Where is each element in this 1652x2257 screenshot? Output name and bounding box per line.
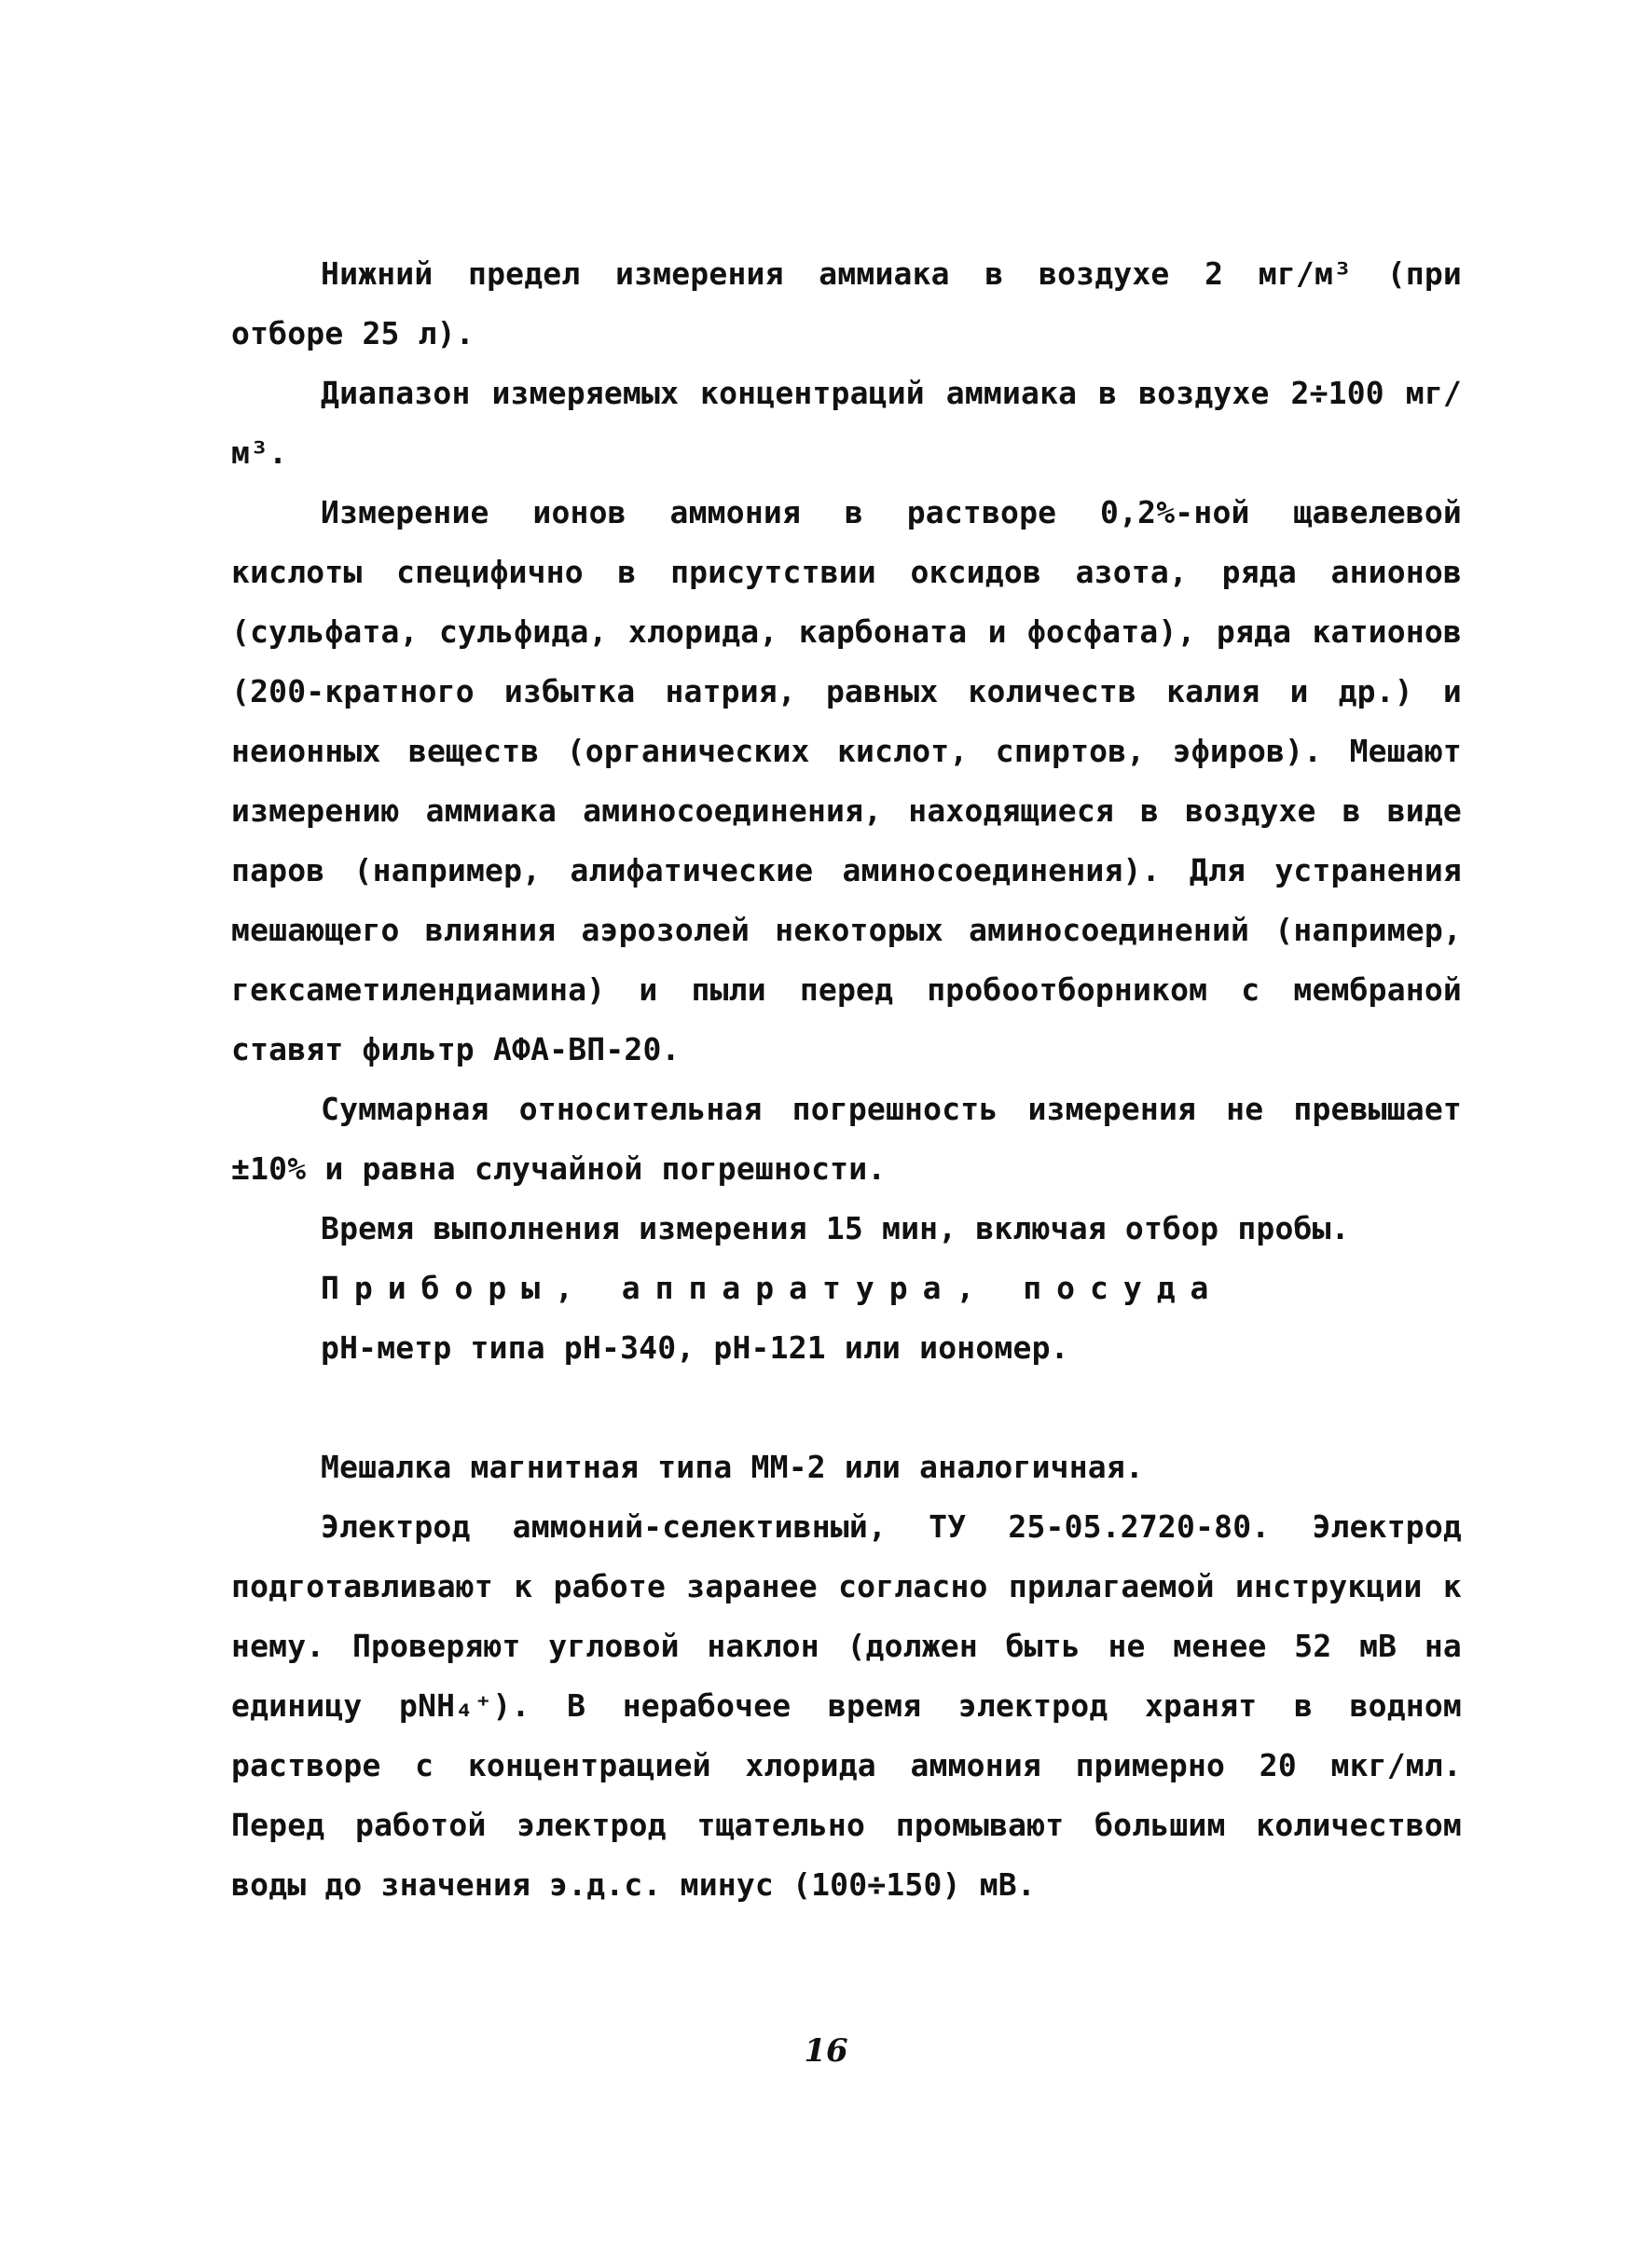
equipment-ph-meter: рН-метр типа рН-340, рН-121 или иономер.: [321, 1329, 1069, 1366]
equipment-stirrer: Мешалка магнитная типа ММ-2 или аналогичная.: [321, 1449, 1144, 1485]
paragraph-lower-limit: Нижний предел измерения аммиака в воздухе 2 мг/м³ (при отборе 25 л).: [231, 255, 1462, 351]
paragraph-range: Диапазон измеряемых концентраций аммиака в воздухе 2÷100 мг/м³.: [231, 375, 1462, 471]
equipment-electrode: Электрод аммоний-селективный, ТУ 25-05.2720-80. Электрод подготавливают к работе заранее согласно прилагаемой инструкции к нему. Проверяют угловой наклон (должен быть не менее 52 мВ на единицу рNH₄⁺). В нерабочее время электрод хранят в водном растворе с концентрацией хлорида аммония примерно 20 мкг/мл. Перед работой электрод тщательно промывают большим количеством воды до значения э.д.с. минус (100÷150) мВ.: [231, 1508, 1462, 1903]
section-heading: Приборы, аппаратура, посуда: [321, 1270, 1224, 1306]
paragraph-time: Время выполнения измерения 15 мин, включая отбор пробы.: [321, 1210, 1350, 1246]
document-body: [231, 244, 1462, 1915]
page-number: 16: [804, 2032, 848, 2070]
paragraph-specificity: Измерение ионов аммония в растворе 0,2%-ной щавелевой кислоты специфично в присутствии оксидов азота, ряда анионов (сульфата, сульфида, хлорида, карбоната и фосфата), ряда катионов (200-кратного избытка натрия, равных количеств калия и др.) и неионных веществ (органических кислот, спиртов, эфиров). Мешают измерению аммиака аминосоединения, находящиеся в воздухе в виде паров (например, алифатические аминосоединения). Для устранения мешающего влияния аэрозолей некоторых аминосоединений (например, гексаметилендиамина) и пыли перед пробоотборником с мембраной ставят фильтр АФА-ВП-20.: [231, 494, 1462, 1067]
paragraph-error: Суммарная относительная погрешность измерения не превышает ±10% и равна случайной погрешности.: [231, 1091, 1462, 1187]
